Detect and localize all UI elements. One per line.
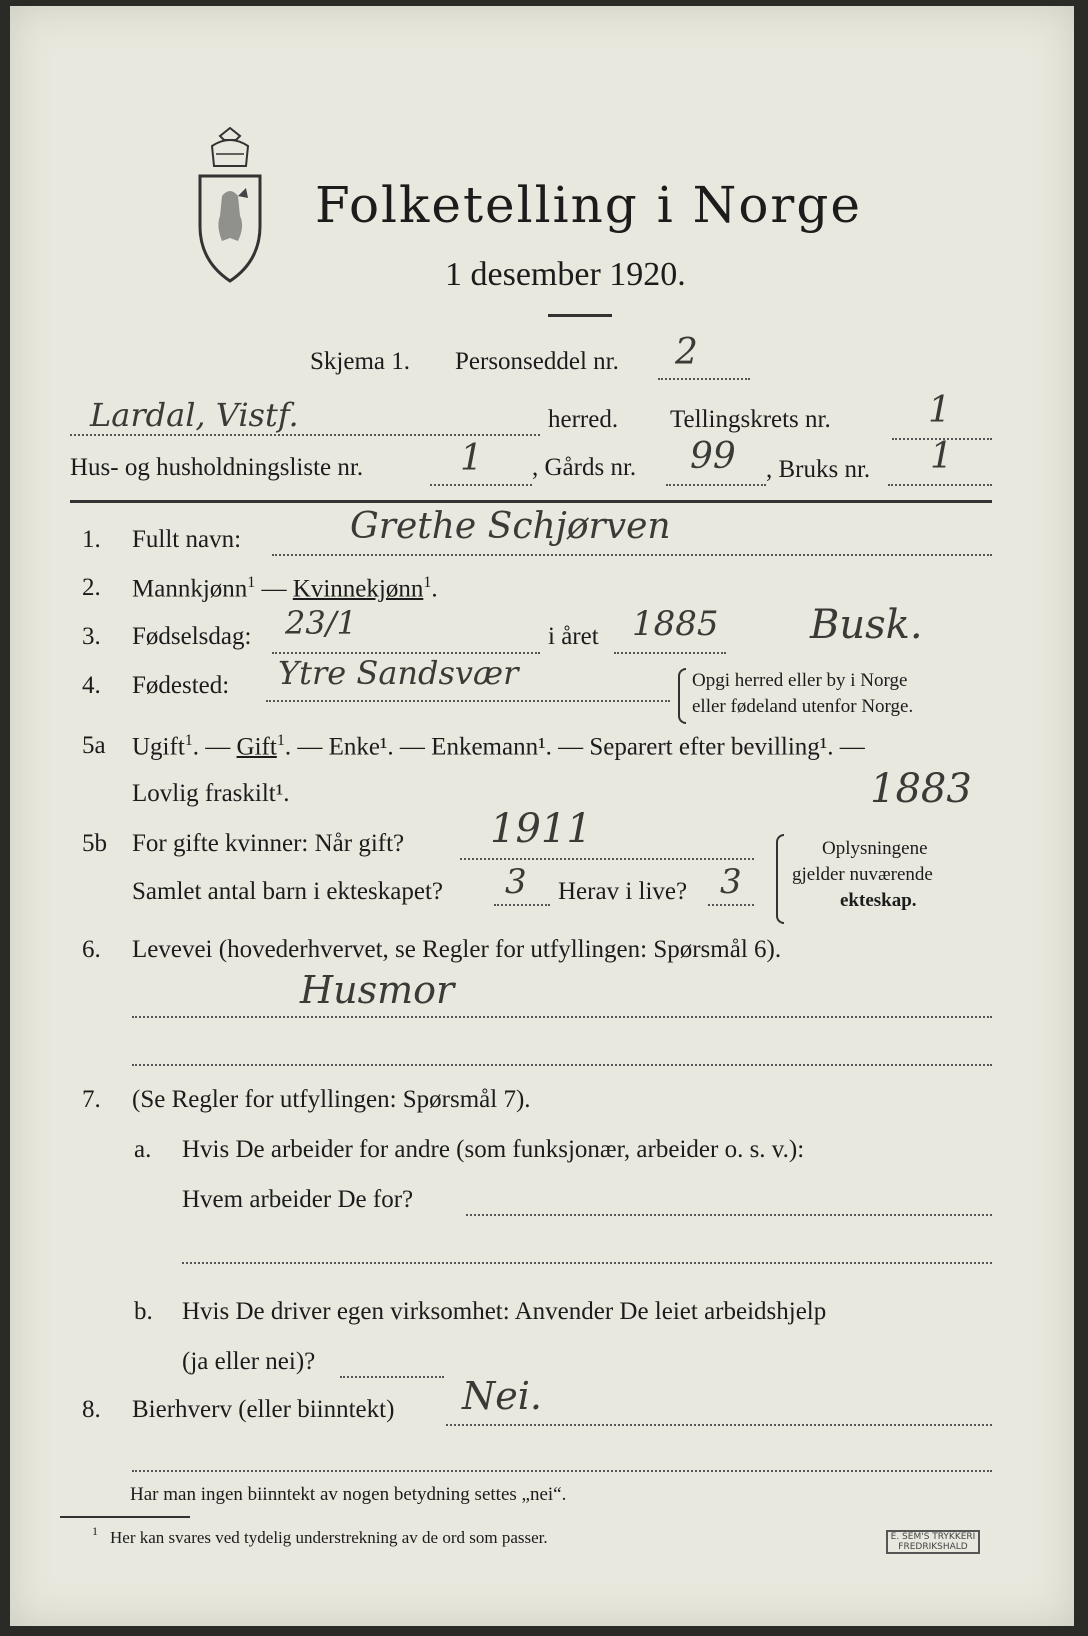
- q3-year-label: i året: [548, 623, 599, 650]
- q7b-line: [340, 1376, 444, 1378]
- q7a-label: Hvis De arbeider for andre (som funksjonær, arbeider o. s. v.):: [182, 1136, 805, 1163]
- footer-note: Har man ingen biinntekt av nogen betydning settes „nei“.: [130, 1484, 567, 1505]
- bruks-value: 1: [930, 436, 953, 477]
- q5b-number: 5b: [82, 830, 107, 857]
- q6-line1: [132, 1016, 992, 1018]
- q1-value: Grethe Schjørven: [350, 506, 671, 547]
- q5b-note-line1: Oplysningene: [822, 838, 928, 859]
- q7b-number: b.: [134, 1298, 153, 1325]
- hus-line: [430, 484, 532, 486]
- gards-line: [666, 484, 766, 486]
- q7b-sub-label: (ja eller nei)?: [182, 1348, 316, 1375]
- q3-number: 3.: [82, 623, 101, 650]
- q6-value: Husmor: [300, 968, 455, 1012]
- footnote-text: Her kan svares ved tydelig understrekning av de ord som passer.: [110, 1528, 548, 1547]
- herred-value: Lardal, Vistf.: [90, 396, 299, 434]
- q4-line: [266, 700, 670, 702]
- q3-year-line: [614, 652, 726, 654]
- q1-number: 1.: [82, 526, 101, 553]
- q2-options: Mannkjønn$^1$ — Kvinnekjønn$^1$.: [132, 574, 438, 603]
- q5a-ugift-option: Ugift: [132, 733, 185, 761]
- footnote-number: 1: [92, 1524, 98, 1538]
- header-rule: [70, 500, 992, 503]
- bruks-line: [888, 484, 992, 486]
- q8-number: 8.: [82, 1396, 101, 1423]
- personseddel-line: [658, 378, 750, 380]
- q8-line1: [446, 1424, 992, 1426]
- q5b-alive-line: [708, 904, 754, 906]
- tellingskrets-value: 1: [928, 390, 951, 431]
- q8-line2: [132, 1470, 992, 1472]
- form-title: Folketelling i Norge: [315, 176, 862, 234]
- q7-number: 7.: [82, 1086, 101, 1113]
- q7-label: (Se Regler for utfyllingen: Spørsmål 7).: [132, 1086, 531, 1113]
- q4-number: 4.: [82, 672, 101, 699]
- q5a-line2: Lovlig fraskilt¹.: [132, 780, 290, 807]
- herred-line: [70, 434, 540, 436]
- q6-line2: [132, 1064, 992, 1066]
- q1-label: Fullt navn:: [132, 526, 242, 553]
- q5b-bracket: [776, 834, 784, 924]
- q8-value: Nei.: [462, 1374, 542, 1418]
- q2-number: 2.: [82, 574, 101, 601]
- hus-label: Hus- og husholdningsliste nr.: [70, 454, 364, 481]
- q5a-gift-option: Gift: [236, 733, 277, 761]
- q7a-line2: [182, 1262, 992, 1264]
- q4-value: Ytre Sandsvær: [278, 654, 519, 692]
- bruks-label: , Bruks nr.: [766, 456, 871, 483]
- personseddel-label: Personseddel nr.: [455, 348, 619, 375]
- footnote-divider: [60, 1516, 190, 1518]
- form-date: 1 desember 1920.: [445, 256, 686, 293]
- q3-label: Fødselsdag:: [132, 623, 252, 650]
- q3-margin-note: Busk.: [810, 602, 923, 648]
- tellingskrets-label: Tellingskrets nr.: [670, 406, 831, 433]
- q6-number: 6.: [82, 936, 101, 963]
- printer-stamp: E. SEM'S TRYKKERI FREDRIKSHALD: [886, 1530, 980, 1554]
- q5b-children-label: Samlet antal barn i ekteskapet?: [132, 878, 443, 905]
- coat-of-arms-icon: [190, 126, 270, 286]
- q5b-children-line: [494, 904, 550, 906]
- gards-value: 99: [690, 436, 736, 477]
- q7a-number: a.: [134, 1136, 152, 1163]
- q4-label: Fødested:: [132, 672, 230, 699]
- q4-note-line1: Opgi herred eller by i Norge: [692, 670, 908, 691]
- q5b-alive-value: 3: [720, 862, 742, 902]
- q7b-label: Hvis De driver egen virksomhet: Anvender De leiet arbeidshjelp: [182, 1298, 827, 1325]
- q5b-children-value: 3: [505, 862, 527, 902]
- q2-dash: —: [261, 575, 287, 603]
- q5a-margin-note: 1883: [870, 766, 972, 812]
- q5b-married-line: [460, 858, 754, 860]
- q5b-alive-label: Herav i live?: [558, 878, 688, 905]
- q5b-note-line3: ekteskap.: [840, 890, 917, 911]
- q5b-married-value: 1911: [490, 806, 592, 852]
- q3-day-value: 23/1: [285, 604, 357, 642]
- q4-bracket: [678, 668, 686, 724]
- q1-line: [272, 554, 992, 556]
- q5a-number: 5a: [82, 732, 106, 759]
- q6-label: Levevei (hovederhvervet, se Regler for utfyllingen: Spørsmål 6).: [132, 936, 782, 963]
- q4-note-line2: eller fødeland utenfor Norge.: [692, 696, 914, 717]
- q5b-note-line2: gjelder nuværende: [792, 864, 933, 885]
- personseddel-value: 2: [675, 332, 698, 373]
- herred-label: herred.: [548, 406, 619, 433]
- q7a-sub-label: Hvem arbeider De for?: [182, 1186, 414, 1213]
- schema-label: Skjema 1.: [310, 348, 410, 375]
- q5a-rest-options: . — Enke¹. — Enkemann¹. — Separert efter bevilling¹. —: [284, 733, 865, 761]
- q8-label: Bierhverv (eller biinntekt): [132, 1396, 395, 1423]
- q5a-options: Ugift$^1$. — Gift$^1$. — Enke¹. — Enkemann¹. — Separert efter bevilling¹. —: [132, 732, 865, 761]
- gards-label: , Gårds nr.: [532, 454, 637, 481]
- title-divider: [548, 314, 612, 317]
- census-form-page: [10, 6, 1074, 1626]
- q3-year-value: 1885: [632, 604, 719, 644]
- q2-female-option: Kvinnekjønn: [292, 575, 424, 603]
- hus-value: 1: [460, 438, 483, 479]
- q2-male-option: Mannkjønn: [132, 575, 248, 603]
- q5b-married-label: For gifte kvinner: Når gift?: [132, 830, 405, 857]
- q7a-line1: [466, 1214, 992, 1216]
